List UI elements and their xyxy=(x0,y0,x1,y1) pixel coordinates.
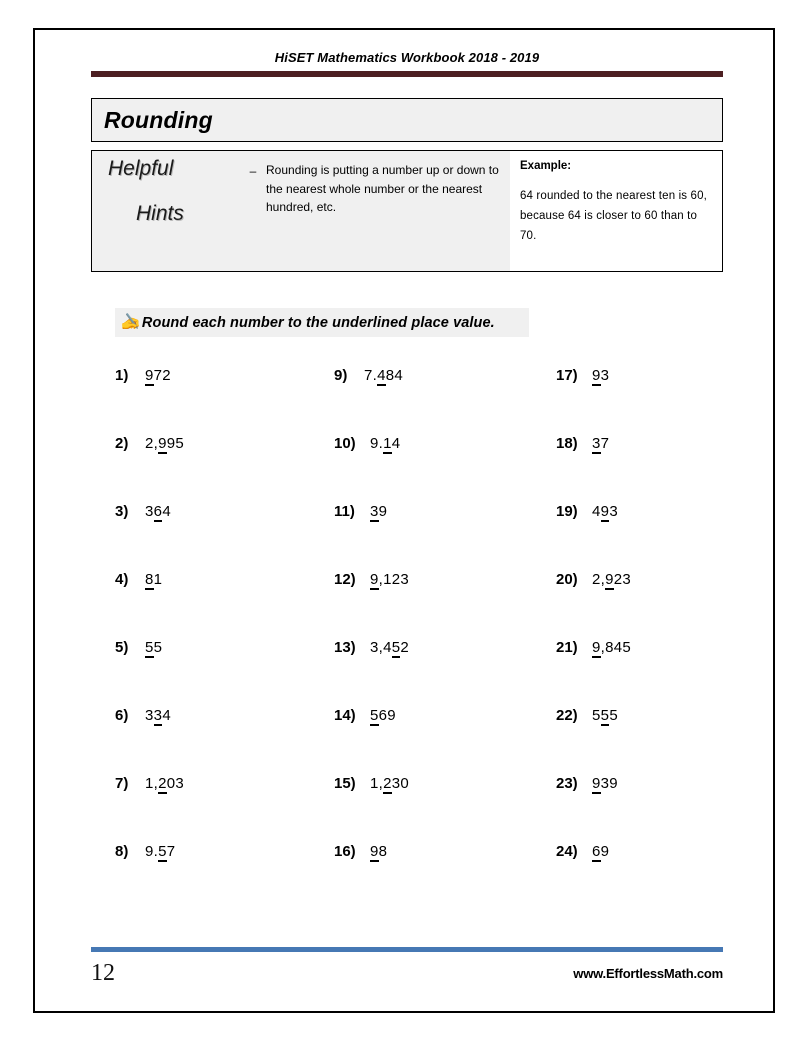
page-content xyxy=(91,50,723,911)
value-suffix: 4 xyxy=(162,707,171,724)
problem-number: 8) xyxy=(115,843,129,860)
underlined-digit: 6 xyxy=(153,503,163,520)
problems-grid xyxy=(115,367,723,911)
value-prefix: 1, xyxy=(145,775,159,792)
header-rule xyxy=(91,71,723,77)
section-title-box xyxy=(91,98,723,142)
problem-value xyxy=(145,571,162,588)
value-prefix: 5 xyxy=(592,707,601,724)
problem-number: 19) xyxy=(556,503,578,520)
problem-number: 6) xyxy=(115,707,129,724)
problem-item xyxy=(334,435,556,503)
problem-number: 12) xyxy=(334,571,356,588)
underlined-digit: 2 xyxy=(158,775,167,792)
problem-number: 7) xyxy=(115,775,129,792)
underlined-digit: 5 xyxy=(158,843,167,860)
value-suffix: 4 xyxy=(391,435,401,452)
underlined-digit: 5 xyxy=(391,639,401,656)
problem-item xyxy=(556,503,723,571)
problem-value xyxy=(145,707,171,724)
problem-value xyxy=(370,639,409,656)
value-prefix: 1, xyxy=(370,775,384,792)
problem-value xyxy=(370,843,387,860)
footer-row xyxy=(91,960,723,987)
helpful-hints-box xyxy=(91,150,723,272)
problem-number: 24) xyxy=(556,843,578,860)
problem-value xyxy=(145,503,171,520)
value-suffix: 23 xyxy=(613,571,632,588)
problem-number: 10) xyxy=(334,435,356,452)
value-suffix: 95 xyxy=(166,435,185,452)
value-suffix: 7 xyxy=(166,843,176,860)
problem-number: 17) xyxy=(556,367,578,384)
problem-number: 15) xyxy=(334,775,356,792)
value-suffix: 3 xyxy=(609,503,618,520)
problem-number: 9) xyxy=(334,367,348,384)
example-title: Example: xyxy=(520,160,572,172)
value-prefix: 4 xyxy=(592,503,601,520)
underlined-digit: 9 xyxy=(145,367,154,384)
problem-number: 1) xyxy=(115,367,129,384)
running-header: HiSET Mathematics Workbook 2018 - 2019 xyxy=(274,50,540,65)
problem-number: 23) xyxy=(556,775,578,792)
value-suffix: 1 xyxy=(153,571,163,588)
problem-item xyxy=(334,843,556,911)
value-suffix: 84 xyxy=(385,367,404,384)
problem-item xyxy=(115,367,334,435)
problem-number: 3) xyxy=(115,503,129,520)
problem-value xyxy=(145,843,175,860)
value-suffix: 72 xyxy=(153,367,171,384)
problem-item xyxy=(556,843,723,911)
problem-number: 14) xyxy=(334,707,356,724)
page-title: Rounding xyxy=(104,106,213,133)
problem-number: 13) xyxy=(334,639,356,656)
hints-label-line1: Helpful xyxy=(108,157,174,180)
problem-item xyxy=(334,367,556,435)
page-number: 12 xyxy=(91,960,115,986)
underlined-digit: 3 xyxy=(153,707,163,724)
problem-value xyxy=(592,435,609,452)
problem-item xyxy=(334,775,556,843)
problem-item xyxy=(115,843,334,911)
value-suffix: 30 xyxy=(391,775,410,792)
problem-value xyxy=(370,775,409,792)
example-panel xyxy=(510,151,722,271)
problem-item xyxy=(334,503,556,571)
value-suffix: ,845 xyxy=(600,639,632,656)
example-text: 64 rounded to the nearest ten is 60, because 64 is closer to 60 than to 70. xyxy=(520,190,707,243)
problem-value xyxy=(370,707,396,724)
underlined-digit: 9 xyxy=(370,843,379,860)
hints-bullet-text: Rounding is putting a number up or down to the nearest whole number or the nearest hundred, etc. xyxy=(266,163,499,215)
value-prefix: 2, xyxy=(145,435,159,452)
page-frame xyxy=(33,28,775,1013)
value-prefix: 2, xyxy=(592,571,606,588)
problem-value xyxy=(145,775,184,792)
value-suffix: 9 xyxy=(378,503,388,520)
underlined-digit: 5 xyxy=(370,707,379,724)
problem-item xyxy=(556,435,723,503)
problem-value xyxy=(592,367,609,384)
problem-item xyxy=(115,707,334,775)
value-suffix: 69 xyxy=(378,707,396,724)
footer-rule xyxy=(91,947,723,952)
value-suffix: 8 xyxy=(378,843,388,860)
problem-number: 5) xyxy=(115,639,129,656)
value-prefix: 3,4 xyxy=(370,639,392,656)
underlined-digit: 4 xyxy=(377,367,386,384)
problem-item xyxy=(556,639,723,707)
helpful-hints-label xyxy=(92,151,240,271)
pencil-writing-icon: ✍ xyxy=(121,313,141,331)
value-suffix: 4 xyxy=(162,503,171,520)
underlined-digit: 9 xyxy=(605,571,614,588)
problem-number: 20) xyxy=(556,571,578,588)
hints-label-line2: Hints xyxy=(136,202,184,226)
problem-item xyxy=(334,707,556,775)
problem-number: 21) xyxy=(556,639,578,656)
problem-value xyxy=(370,435,400,452)
underlined-digit: 9 xyxy=(158,435,167,452)
problem-item xyxy=(556,367,723,435)
problem-item xyxy=(115,503,334,571)
value-suffix: 39 xyxy=(600,775,618,792)
value-suffix: ,123 xyxy=(378,571,410,588)
problem-item xyxy=(115,435,334,503)
underlined-digit: 2 xyxy=(383,775,392,792)
value-suffix: 5 xyxy=(153,639,163,656)
problem-value xyxy=(145,639,162,656)
page-footer xyxy=(91,947,723,987)
problem-item xyxy=(556,707,723,775)
problem-value xyxy=(370,503,387,520)
value-prefix: 7. xyxy=(364,367,378,384)
problem-number: 11) xyxy=(334,503,355,520)
problem-number: 18) xyxy=(556,435,578,452)
underlined-digit: 9 xyxy=(592,367,601,384)
bullet-dash-icon: – xyxy=(249,164,257,178)
value-prefix: 3 xyxy=(145,707,154,724)
site-url[interactable]: www.EffortlessMath.com xyxy=(573,966,723,981)
underlined-digit: 9 xyxy=(600,503,610,520)
underlined-digit: 8 xyxy=(145,571,154,588)
value-prefix: 3 xyxy=(145,503,154,520)
problem-value xyxy=(370,571,409,588)
value-prefix: 9. xyxy=(145,843,159,860)
problem-value xyxy=(592,503,618,520)
problem-number: 16) xyxy=(334,843,356,860)
underlined-digit: 1 xyxy=(383,435,392,452)
problem-item xyxy=(115,571,334,639)
problem-number: 22) xyxy=(556,707,578,724)
problem-number: 2) xyxy=(115,435,129,452)
problem-item xyxy=(334,639,556,707)
value-prefix: 9. xyxy=(370,435,384,452)
underlined-digit: 9 xyxy=(592,639,601,656)
instruction-text: Round each number to the underlined place value. xyxy=(141,314,495,331)
value-suffix: 5 xyxy=(609,707,618,724)
underlined-digit: 3 xyxy=(592,435,601,452)
value-suffix: 2 xyxy=(400,639,410,656)
instruction-bar xyxy=(115,308,529,337)
problem-item xyxy=(115,639,334,707)
underlined-digit: 5 xyxy=(600,707,610,724)
value-suffix: 7 xyxy=(600,435,610,452)
value-suffix: 3 xyxy=(600,367,610,384)
problem-value xyxy=(592,571,631,588)
problem-value xyxy=(592,639,631,656)
problem-item xyxy=(556,571,723,639)
problem-value xyxy=(592,843,609,860)
problem-item xyxy=(115,775,334,843)
underlined-digit: 9 xyxy=(592,775,601,792)
value-suffix: 03 xyxy=(166,775,185,792)
underlined-digit: 5 xyxy=(145,639,154,656)
problem-value xyxy=(592,707,618,724)
underlined-digit: 9 xyxy=(370,571,379,588)
problem-value xyxy=(364,367,403,384)
problem-item xyxy=(556,775,723,843)
underlined-digit: 6 xyxy=(592,843,601,860)
problem-item xyxy=(334,571,556,639)
value-suffix: 9 xyxy=(600,843,610,860)
problem-value xyxy=(592,775,618,792)
problem-value xyxy=(145,367,171,384)
problem-value xyxy=(145,435,184,452)
problem-number: 4) xyxy=(115,571,129,588)
underlined-digit: 3 xyxy=(370,503,379,520)
